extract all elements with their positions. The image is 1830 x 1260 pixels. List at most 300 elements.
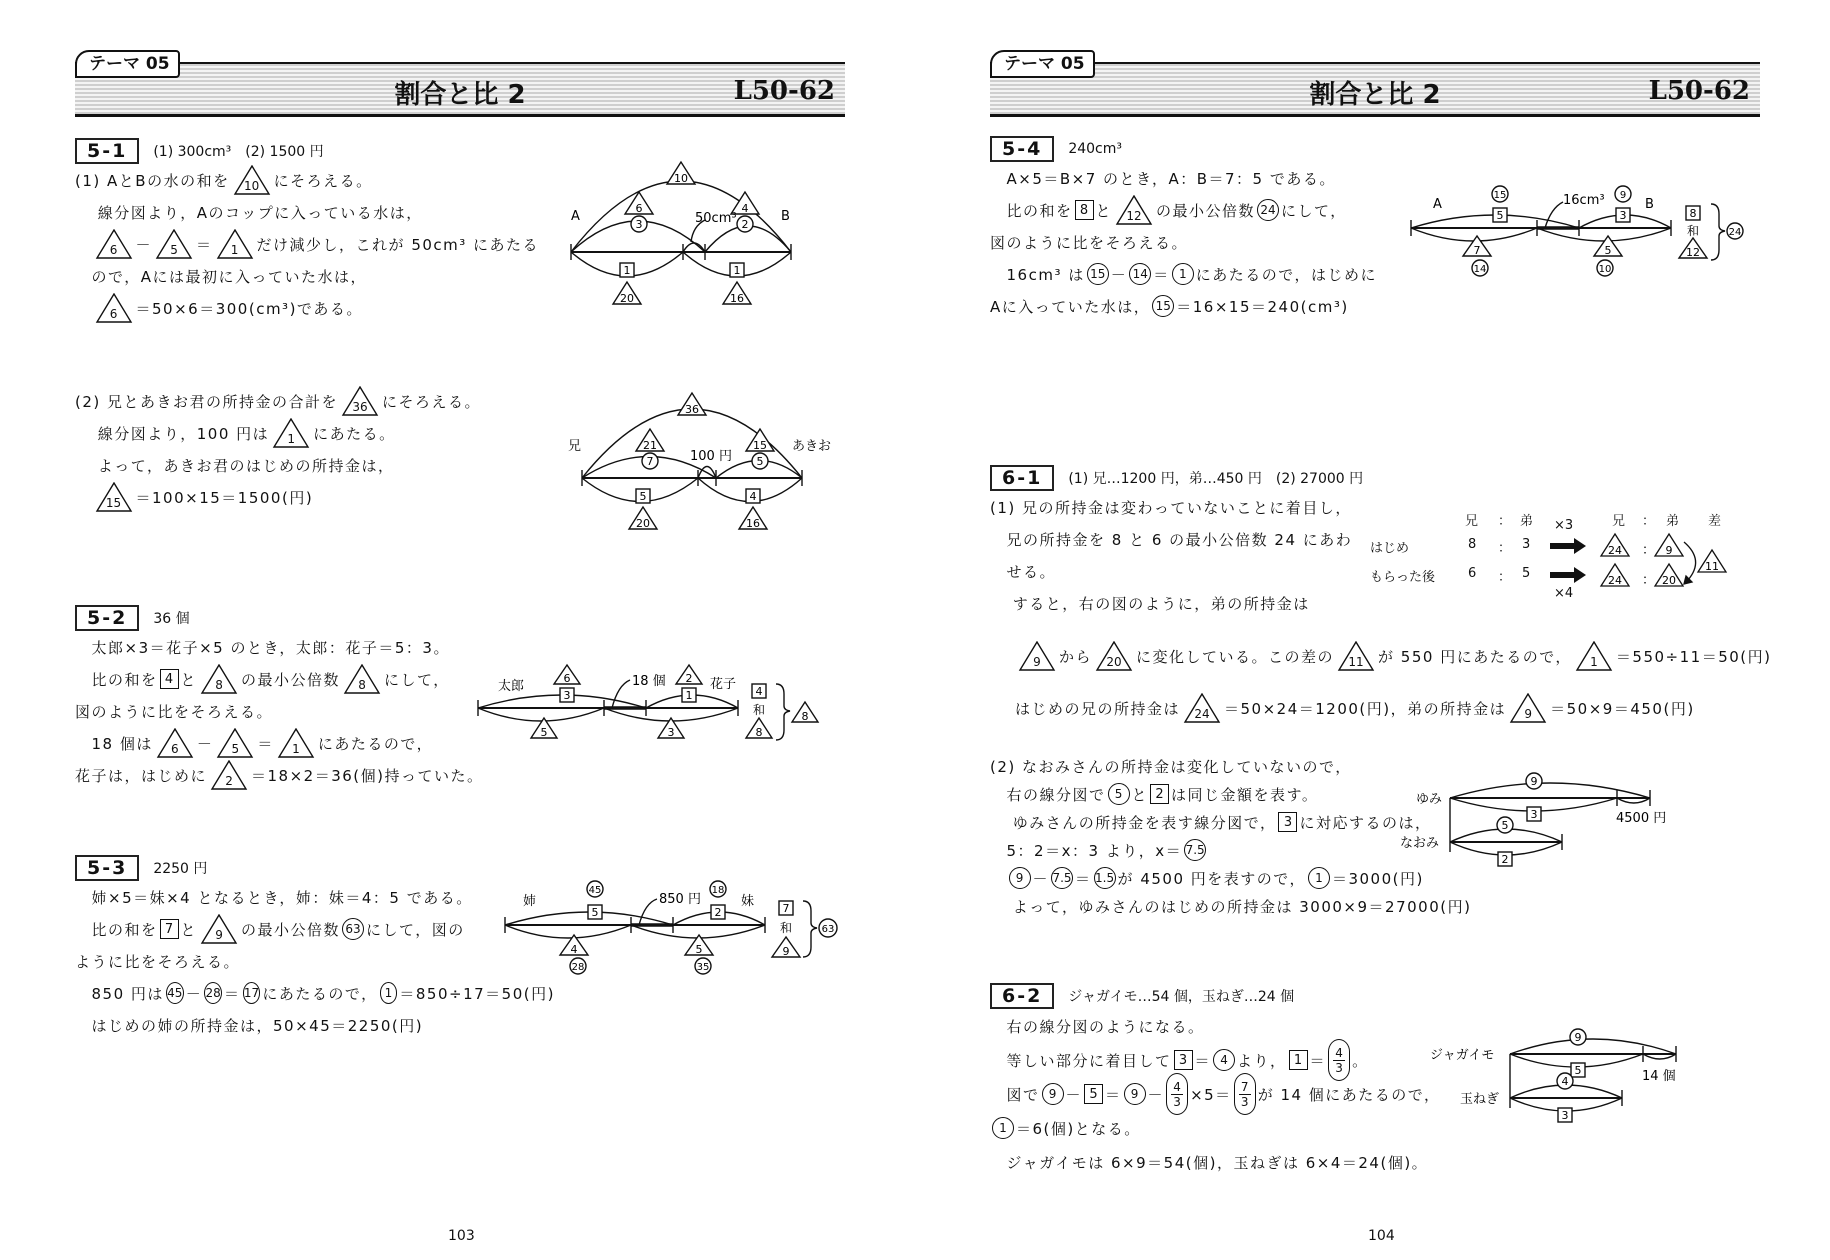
explanation-lines [990,1009,1470,1179]
page-number: 104 [1368,1228,1395,1244]
text-segment: に変化している。この差の [1136,647,1335,666]
page-title: 割合と比 2 [394,80,526,110]
text-line [75,663,495,695]
text-segment: 。 [1352,1051,1369,1070]
text-line [75,385,555,417]
text-line [75,164,555,196]
text-segment: ＝50×6＝300(cm³)である。 [135,299,363,318]
text-segment: はじめの兄の所持金は [1015,699,1181,718]
svg-text:24: 24 [1608,574,1622,587]
text-segment: (2) なおみさんの所持金は変化していないので， [990,757,1352,776]
text-line [75,913,555,945]
section-6-2 [990,983,1470,1179]
text-line [990,587,1370,619]
svg-text:50cm³: 50cm³ [695,211,737,226]
svg-text:なおみ: なおみ [1400,836,1440,851]
text-segment: 花子は，はじめに [75,766,208,785]
svg-text:18 個: 18 個 [632,674,666,689]
svg-text:8: 8 [1689,207,1697,220]
triangle-number-icon: 9 [200,914,238,944]
svg-text:9: 9 [1665,544,1673,557]
text-segment: ジャガイモは 6×9＝54(個)，玉ねぎは 6×4＝24(個)。 [990,1153,1429,1172]
svg-text:8: 8 [801,710,809,723]
page-number: 103 [448,1228,475,1244]
circle-number-icon: 1 [992,1117,1014,1139]
arc-diagram [560,385,840,535]
triangle-number-icon: 10 [233,165,271,195]
triangle-number-icon: 1 [277,728,315,758]
svg-text:14: 14 [1473,264,1487,275]
boxed-number-icon: 8 [1075,200,1094,220]
svg-text:3: 3 [667,726,675,739]
text-line [75,260,555,292]
segment-diagram [1400,772,1700,872]
text-line [75,228,555,260]
text-segment: の最小公倍数 [241,920,341,939]
text-line [75,196,555,228]
circle-number-icon: 1 [1308,867,1330,889]
triangle-number-icon: 20 [1095,641,1133,671]
text-segment: － [1032,869,1050,888]
svg-text:10: 10 [1598,264,1612,275]
boxed-number-icon: 5 [1084,1084,1103,1104]
text-segment: だけ減少し，これが 50cm³ にあたる [256,235,540,254]
text-line [990,780,1470,808]
svg-text:5: 5 [695,943,703,956]
text-segment: － [1110,265,1128,284]
explanation-lines [1015,630,1795,734]
svg-text:15: 15 [1493,190,1507,201]
text-segment: にあたるので， [317,734,434,753]
section-6-1-part2 [990,752,1470,920]
text-segment: 5：2＝x：3 より，x＝ [990,841,1183,860]
svg-text:和: 和 [752,703,766,717]
svg-text:24: 24 [1608,544,1622,557]
svg-text:和: 和 [779,921,793,935]
circled-fraction-icon: $\frac{4}{3}$ [1328,1039,1350,1081]
text-segment: ＝50×24＝1200(円)，弟の所持金は [1224,699,1507,718]
svg-text:28: 28 [571,962,585,973]
svg-text:花子: 花子 [710,677,737,692]
triangle-number-icon: 8 [200,664,238,694]
text-line [1015,682,1795,734]
text-segment: ＝16×15＝240(cm³) [1176,297,1349,316]
triangle-number-icon: 12 [1115,195,1153,225]
text-segment [75,234,92,255]
segment-diagram [1405,178,1745,278]
text-segment: ＝3000(円) [1331,869,1424,888]
boxed-number-icon: 3 [1278,812,1297,832]
svg-text:8: 8 [755,726,763,739]
svg-text:20: 20 [620,292,634,305]
svg-text:21: 21 [643,439,657,452]
text-line [75,292,555,324]
text-segment: にあたる。 [313,424,396,443]
text-segment: は同じ金額を表す。 [1171,785,1319,804]
line-segment-diagram-5-1 [565,150,815,314]
theme-label: テーマ 05 [75,50,180,78]
text-segment: ×5＝ [1190,1085,1232,1104]
text-segment: ＝ [1194,1051,1212,1070]
svg-text:11: 11 [1705,560,1719,573]
svg-text:7: 7 [1473,244,1481,257]
text-segment: 図のように比をそろえる。 [75,702,274,721]
text-segment: にそろえる。 [273,171,373,190]
svg-text:5: 5 [1496,209,1504,222]
circle-number-icon: 1 [1172,263,1194,285]
triangle-number-icon: 6 [156,728,194,758]
svg-text:兄: 兄 [568,439,582,454]
text-segment: Aに入っていた水は， [990,297,1151,316]
text-segment: にそろえる。 [382,392,482,411]
text-segment: 図のように比をそろえる。 [990,233,1189,252]
svg-text:4: 4 [570,943,578,956]
explanation-lines [990,752,1470,920]
svg-text:あきお: あきお [792,439,832,454]
text-line [990,752,1470,780]
answer-summary: 36 個 [153,611,190,627]
circled-fraction-icon: $\frac{4}{3}$ [1166,1073,1188,1115]
text-segment: ＝18×2＝36(個)持っていた。 [251,766,484,785]
text-segment [75,487,92,508]
problem-number: 5-1 [75,138,139,164]
text-line [990,1077,1470,1111]
svg-text:3: 3 [1561,1109,1569,1122]
boxed-number-icon: 7 [160,919,179,939]
svg-text:2: 2 [714,906,722,919]
problem-number: 6-2 [990,983,1054,1009]
text-segment: ＝50×9＝450(円) [1550,699,1695,718]
svg-text:3: 3 [1530,808,1538,821]
text-line [75,631,495,663]
page-104 [915,0,1830,1260]
text-segment: 兄の所持金を 8 と 6 の最小公倍数 24 にあわ [990,530,1353,549]
explanation-lines [75,385,555,513]
text-line [990,892,1470,920]
circle-number-icon: 5 [1108,783,1130,805]
text-segment: ＝ [1075,869,1092,888]
triangle-number-icon: 9 [1018,641,1056,671]
svg-text:：: ： [1642,573,1656,588]
circle-number-icon: 15 [1087,263,1109,285]
svg-text:ジャガイモ: ジャガイモ [1430,1048,1495,1063]
svg-text:1: 1 [623,264,631,277]
text-segment: － [1065,1085,1083,1104]
boxed-number-icon: 2 [1150,784,1169,804]
svg-text:7: 7 [646,455,654,468]
svg-text:5: 5 [756,455,764,468]
text-segment: から [1059,647,1093,666]
problem-number: 5-3 [75,855,139,881]
text-segment: ＝100×15＝1500(円) [135,488,314,507]
svg-text:16: 16 [730,292,744,305]
answer-summary: 2250 円 [153,861,208,877]
section-5-1 [75,138,555,324]
svg-text:20: 20 [1662,574,1676,587]
circle-number-icon: 1 [380,982,398,1004]
svg-text:20: 20 [636,517,650,530]
text-segment: が 4500 円を表すので， [1117,869,1306,888]
text-segment: 姉×5＝妹×4 となるとき，姉：妹＝4：5 である。 [75,888,473,907]
svg-text:6: 6 [563,672,571,685]
section-5-3 [75,855,555,1041]
section-5-2 [75,605,495,791]
text-line [990,226,1410,258]
answer-summary: ジャガイモ…54 個，玉ねぎ…24 個 [1068,989,1295,1005]
section-5-4 [990,136,1410,322]
svg-text:35: 35 [696,962,710,973]
svg-text:10: 10 [674,172,688,185]
text-line [75,759,495,791]
svg-text:6: 6 [635,202,643,215]
svg-text:5: 5 [1604,244,1612,257]
text-line [75,695,495,727]
text-line [75,881,555,913]
text-segment: にあたるので， [262,984,378,1003]
svg-text:和: 和 [1686,224,1700,238]
triangle-number-icon: 1 [272,418,310,448]
text-segment: 右の線分図で [990,785,1106,804]
text-line [990,290,1410,322]
text-segment: 16cm³ は [990,265,1085,284]
text-segment: 線分図より，Aのコップに入っている水は， [75,203,423,222]
text-line [990,836,1470,864]
text-segment: 太郎×3＝花子×5 のとき，太郎：花子＝5：3。 [75,638,450,657]
triangle-number-icon: 5 [155,229,193,259]
text-segment: － [185,984,203,1003]
svg-text:36: 36 [685,403,699,416]
text-segment: 比の和を [75,920,158,939]
svg-text:24: 24 [1728,227,1742,238]
text-segment: にして， [384,670,450,689]
text-line [990,523,1370,555]
text-segment: はじめの姉の所持金は，50×45＝2250(円) [75,1016,424,1035]
circle-number-icon: 14 [1129,263,1151,285]
text-line [990,1111,1470,1145]
svg-text:5: 5 [591,906,599,919]
svg-text:16: 16 [746,517,760,530]
text-segment: に対応するのは， [1299,813,1432,832]
explanation-lines [75,164,555,324]
text-segment: ゆみさんの所持金を表す線分図で， [990,813,1277,832]
svg-text:9: 9 [782,945,790,958]
circle-number-icon: 9 [1124,1083,1146,1105]
text-segment: ので，Aには最初に入っていた水は， [75,267,367,286]
text-line [75,945,555,977]
text-segment: 等しい部分に着目して [990,1051,1172,1070]
text-line [990,555,1370,587]
svg-text:5: 5 [540,726,548,739]
text-segment [75,298,92,319]
svg-text:ゆみ: ゆみ [1416,792,1443,807]
text-segment: よって，あきお君のはじめの所持金は， [75,456,395,475]
svg-text:850 円: 850 円 [659,892,701,907]
text-line [75,977,555,1009]
svg-text:45: 45 [588,885,602,896]
triangle-number-icon: 8 [343,664,381,694]
text-segment: より， [1237,1051,1287,1070]
svg-text:18: 18 [711,885,725,896]
svg-text:4: 4 [755,685,763,698]
svg-text:妹: 妹 [741,894,755,909]
svg-text:16cm³: 16cm³ [1563,193,1605,208]
line-segment-diagram-5-2 [470,650,830,754]
line-segment-diagram-5-4 [1405,178,1745,282]
explanation-lines [990,162,1410,322]
line-segment-diagram-6-2 [1430,1028,1700,1132]
svg-text:4500 円: 4500 円 [1616,811,1667,826]
text-segment: 図で [990,1085,1040,1104]
text-segment: ＝ [1153,265,1170,284]
triangle-number-icon: 1 [216,229,254,259]
triangle-number-icon: 11 [1337,641,1375,671]
svg-text:A: A [1433,197,1442,212]
text-segment: 比の和を [75,670,158,689]
text-segment: ＝ [257,734,274,753]
text-segment: ＝ [224,984,241,1003]
segment-diagram [1430,1028,1700,1128]
text-segment [990,868,1007,889]
text-line [1015,630,1795,682]
text-segment: の最小公倍数 [241,670,341,689]
text-line [75,481,555,513]
text-segment: 右の線分図のようになる。 [990,1017,1205,1036]
circle-number-icon: 7.5 [1184,839,1206,861]
text-segment: 比の和を [990,201,1073,220]
svg-text:7: 7 [782,902,790,915]
text-line [990,491,1370,523]
svg-text:B: B [781,209,790,224]
svg-text:1: 1 [733,264,741,277]
svg-text:9: 9 [1619,190,1627,201]
circle-number-icon: 7.5 [1051,867,1073,889]
section-6-1-conclusion [1015,630,1795,734]
page-title: 割合と比 2 [1309,80,1441,110]
circled-fraction-icon: $\frac{7}{3}$ [1234,1073,1256,1115]
text-line [990,258,1410,290]
triangle-number-icon: 1 [1575,641,1613,671]
problem-number: 5-2 [75,605,139,631]
text-segment: が 550 円にあたるので， [1378,647,1572,666]
svg-text:4: 4 [749,490,757,503]
text-segment: の最小公倍数 [1156,201,1256,220]
boxed-number-icon: 3 [1174,1050,1193,1070]
text-line [990,864,1470,892]
svg-text:5: 5 [1501,819,1509,832]
ratio-conversion-table: 兄 ： 弟 兄 ： 弟 差 はじめ 8 ： 3 ×3 もらった後 6 ： 5 ×4 24 9 24 20 11 ： ： [1370,510,1670,610]
svg-text:：: ： [1642,543,1656,558]
svg-text:9: 9 [1530,775,1538,788]
text-line [990,1145,1470,1179]
line-segment-diagram-5-1-2 [560,385,840,539]
arc-diagram [565,150,815,310]
text-line [990,808,1470,836]
svg-text:2: 2 [685,672,693,685]
text-segment: 850 円は [75,984,164,1003]
explanation-lines [75,631,495,791]
explanation-lines [75,881,555,1041]
triangle-number-icon: 15 [95,482,133,512]
page-header [990,50,1760,114]
triangle-number-icon: 24 [1183,693,1221,723]
segment-diagram [495,875,835,985]
svg-text:2: 2 [1501,853,1509,866]
circle-number-icon: 1.5 [1094,867,1116,889]
triangle-number-icon: 9 [1509,693,1547,723]
triangle-number-icon: 6 [95,229,133,259]
text-line [990,1043,1470,1077]
text-segment: にして，図の [366,920,465,939]
circle-number-icon: 28 [204,982,222,1004]
section-5-1-part2 [75,385,555,513]
triangle-number-icon: 2 [210,760,248,790]
text-segment: － [135,235,153,254]
text-line [75,727,495,759]
text-segment: (2) 兄とあきお君の所持金の合計を [75,392,339,411]
text-segment: ＝ [1309,1051,1327,1070]
text-segment: よって，ゆみさんのはじめの所持金は 3000×9＝27000(円) [990,897,1472,916]
circle-number-icon: 4 [1213,1049,1235,1071]
svg-text:4: 4 [1561,1075,1569,1088]
theme-label: テーマ 05 [990,50,1095,78]
svg-text:3: 3 [1619,209,1627,222]
text-segment: ように比をそろえる。 [75,952,241,971]
svg-text:3: 3 [635,218,643,231]
text-segment: A×5＝B×7 のとき，A：B＝7：5 である。 [990,169,1336,188]
svg-text:4: 4 [741,202,749,215]
text-segment: (1) 兄の所持金は変わっていないことに着目し， [990,498,1352,517]
problem-number: 5-4 [990,136,1054,162]
answer-summary: (1) 兄…1200 円，弟…450 円 (2) 27000 円 [1068,471,1364,487]
text-segment: が 14 個にあたるので， [1257,1085,1441,1104]
segment-diagram [470,650,830,750]
svg-text:3: 3 [563,689,571,702]
boxed-number-icon: 4 [160,669,179,689]
text-segment: － [196,734,214,753]
triangle-number-icon: 5 [216,728,254,758]
text-segment: 18 個は [75,734,153,753]
text-line [990,162,1410,194]
text-segment: － [1147,1085,1165,1104]
svg-text:14 個: 14 個 [1642,1069,1676,1084]
circle-number-icon: 15 [1152,295,1174,317]
svg-text:100 円: 100 円 [690,449,732,464]
text-line [75,417,555,449]
svg-text:A: A [571,209,580,224]
line-segment-diagram-5-3 [495,875,835,989]
text-segment: せる。 [990,562,1057,581]
text-segment: ＝6(個)となる。 [1016,1119,1141,1138]
text-line [990,194,1410,226]
circle-number-icon: 9 [1009,867,1031,889]
svg-text:12: 12 [1686,246,1700,259]
svg-text:15: 15 [753,439,767,452]
text-line [75,1009,555,1041]
arrows-and-triangles [1370,510,1750,610]
svg-text:B: B [1645,197,1654,212]
circle-number-icon: 9 [1042,1083,1064,1105]
answer-summary: (1) 300cm³ (2) 1500 円 [153,144,324,160]
triangle-number-icon: 36 [341,386,379,416]
line-segment-diagram-6-1-2 [1400,772,1700,876]
level-label: L50-62 [733,76,835,106]
boxed-number-icon: 1 [1289,1050,1308,1070]
circle-number-icon: 63 [342,918,364,940]
triangle-number-icon: 6 [95,293,133,323]
svg-text:5: 5 [639,490,647,503]
text-segment: ＝550÷11＝50(円) [1615,647,1772,666]
circle-number-icon: 24 [1257,199,1279,221]
